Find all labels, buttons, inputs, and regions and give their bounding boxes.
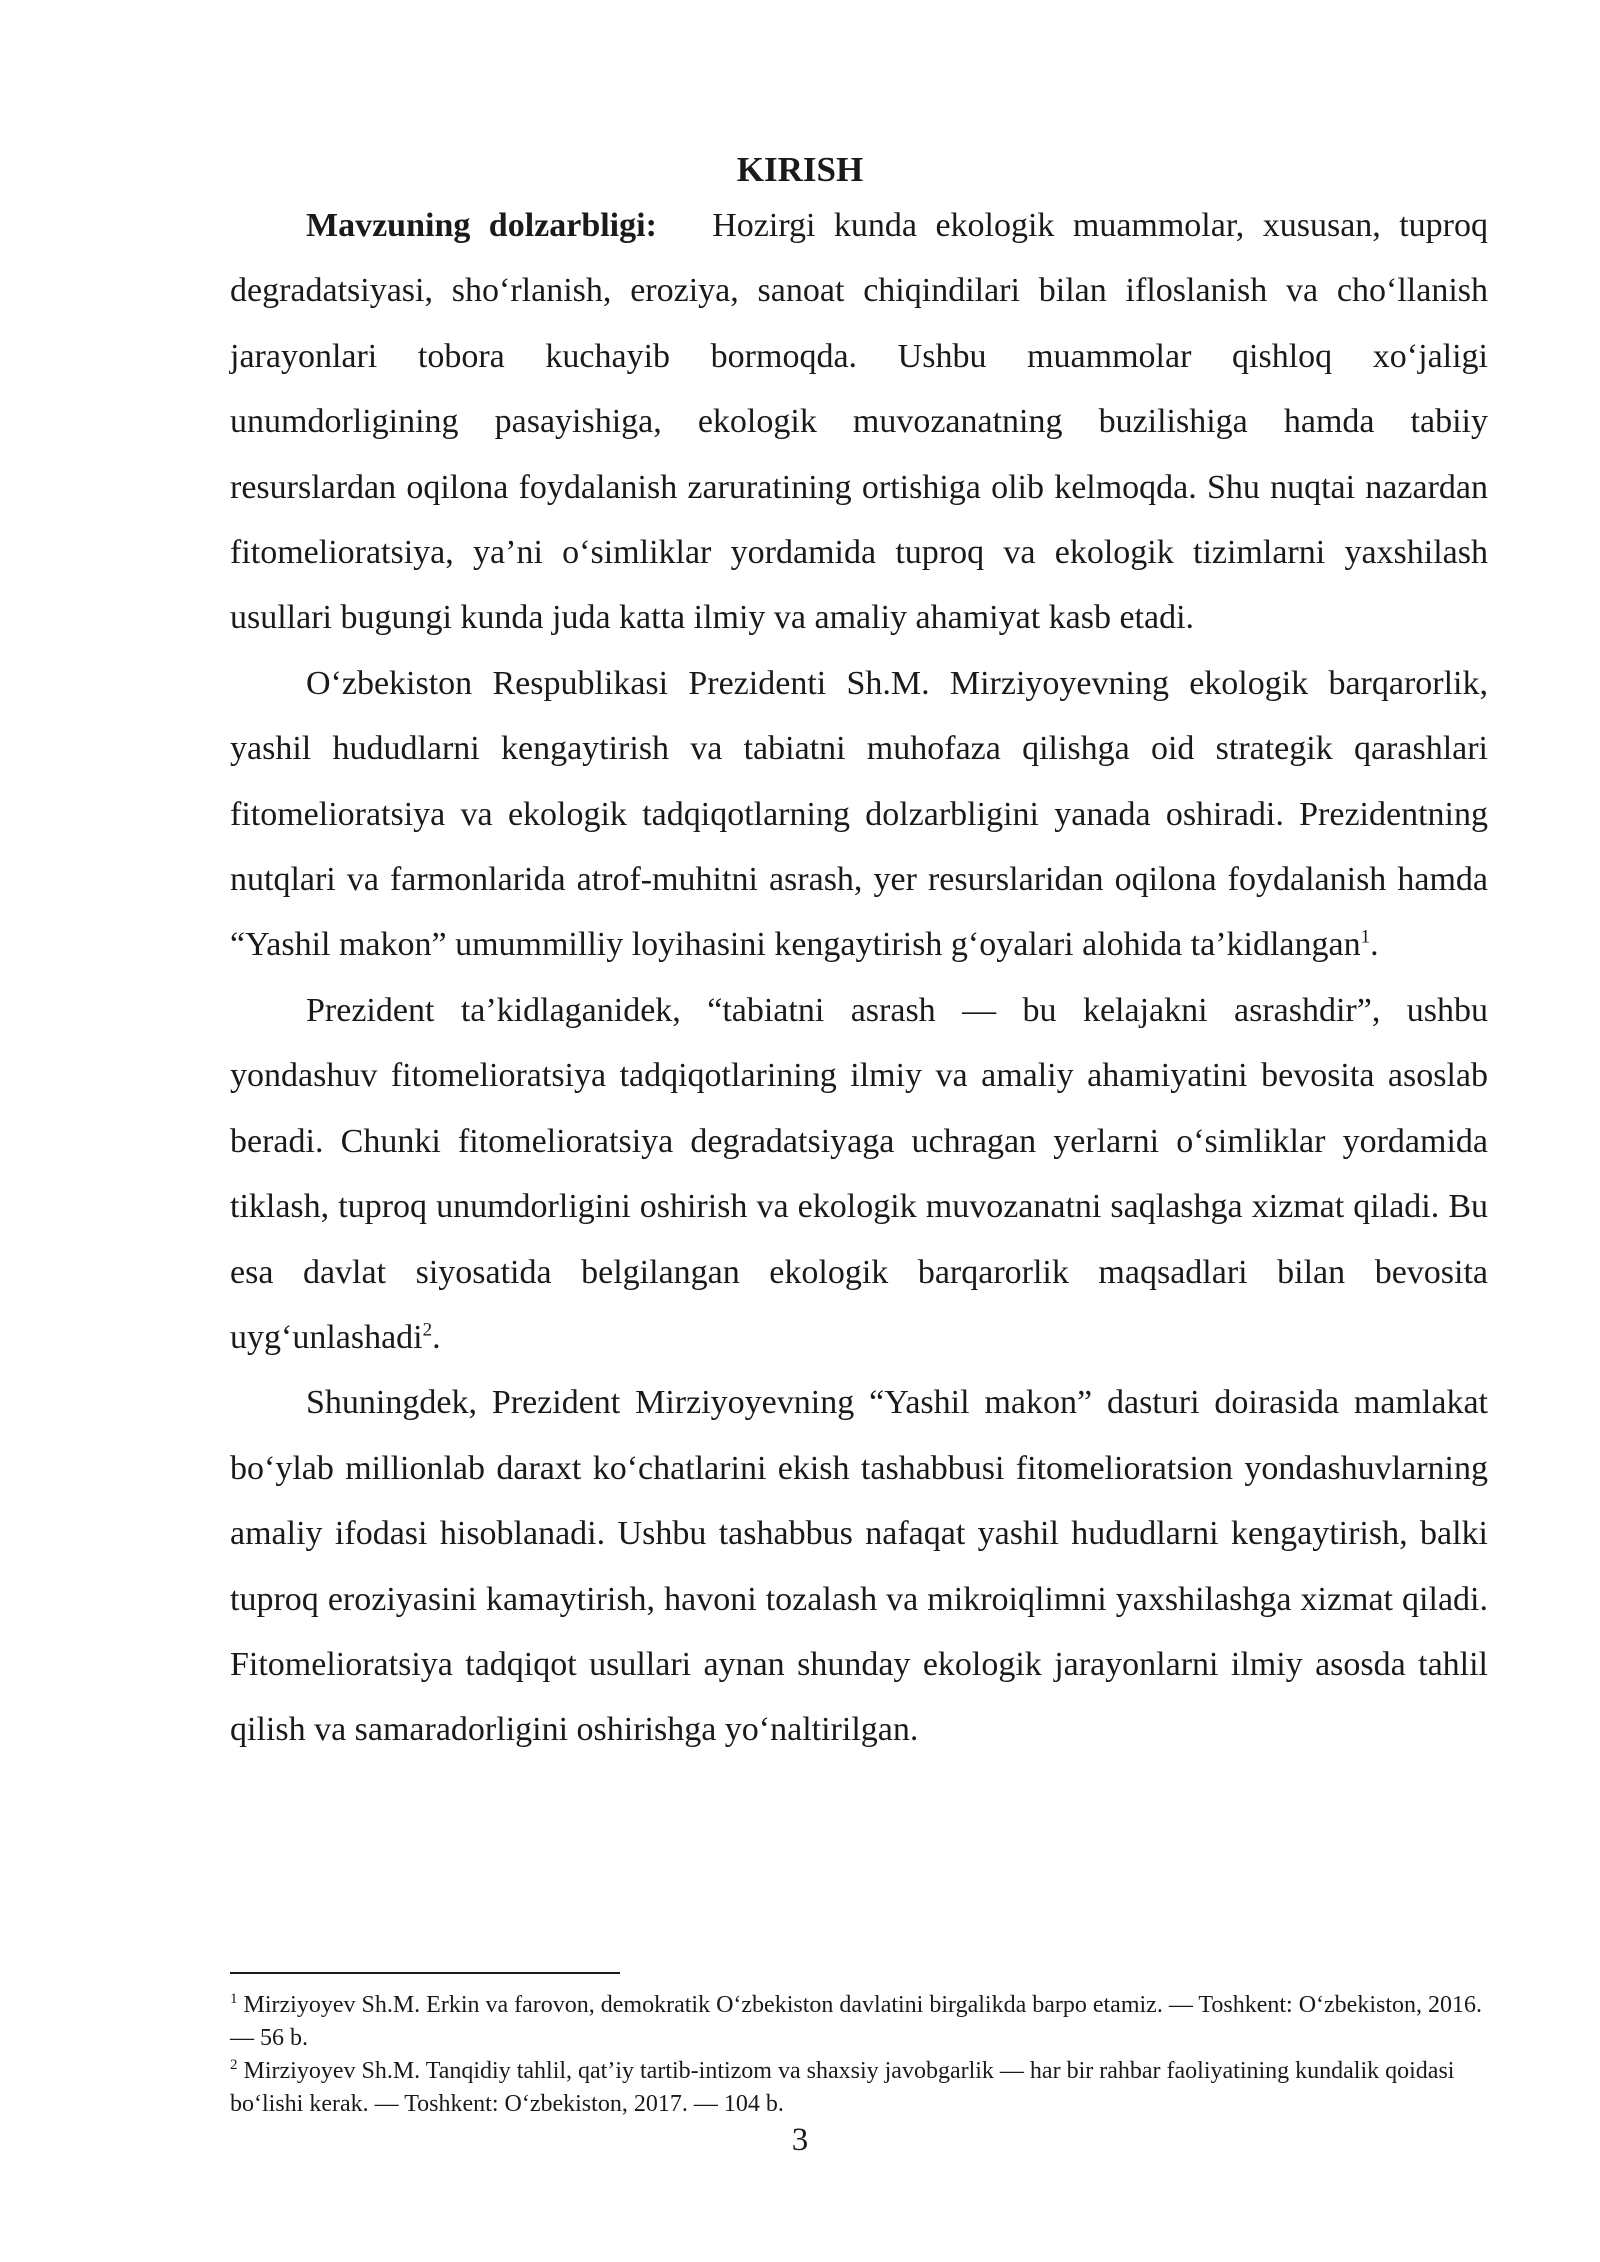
paragraph-2-tail: . (1370, 926, 1379, 964)
footnote-1-number: 1 (230, 1991, 238, 2007)
footnotes (230, 1989, 1488, 2121)
paragraph-2 (230, 651, 1488, 978)
page-number: 3 (791, 2122, 809, 2158)
footnote-separator (230, 1972, 620, 1974)
footnote-1 (230, 1989, 1488, 2055)
footnote-ref-1[interactable]: 1 (1360, 927, 1371, 949)
paragraph-1 (230, 193, 1488, 651)
paragraph-4-text: Shuningdek, Prezident Mirziyoyevning “Yashil makon” dasturi doirasida mamlakat bo‘ylab millionlab daraxt ko‘chatlarini ekish tashabbusi fitomelioratsion yondashuvlarning amaliy ifodasi hisoblanadi. Ushbu tashabbus nafaqat yashil hududlarni kengaytirish, balki tuproq eroziyasini kamaytirish, havoni tozalash va mikroiqlimni yaxshilashga xizmat qiladi. Fitomelioratsiya tadqiqot usullari aynan shunday ekologik jarayonlarni ilmiy asosda tahlil qilish va samaradorligini oshirishga yo‘naltirilgan. (230, 1384, 1488, 1749)
paragraph-4 (230, 1370, 1488, 1762)
footnote-2 (230, 2055, 1488, 2121)
footnote-ref-2[interactable]: 2 (422, 1319, 433, 1341)
body-text (230, 193, 1488, 1763)
lead-in: Mavzuning dolzarbligi: (306, 207, 657, 244)
paragraph-1-text: Hozirgi kunda ekologik muammolar, xususan, tuproq degradatsiyasi, sho‘rlanish, eroziya, sanoat chiqindilari bilan ifloslanish va cho‘llanish jarayonlari tobora kuchayib bormoqda. Ushbu muammolar qishloq xo‘jaligi unumdorligining pasayishiga, ekologik muvozanatning buzilishiga hamda tabiiy resurslardan oqilona foydalanish zaruratining ortishiga olib kelmoqda. Shu nuqtai nazardan fitomelioratsiya, ya’ni o‘simliklar yordamida tuproq va ekologik tizimlarni yaxshilash usullari bugungi kunda juda katta ilmiy va amaliy ahamiyat kasb etadi. (230, 207, 1488, 637)
paragraph-3-text: Prezident ta’kidlaganidek, “tabiatni asrash — bu kelajakni asrashdir”, ushbu yondashuv fitomelioratsiya tadqiqotlarining ilmiy va amaliy ahamiyatini bevosita asoslab beradi. Chunki fitomelioratsiya degradatsiyaga uchragan yerlarni o‘simliklar yordamida tiklash, tuproq unumdorligini oshirish va ekologik muvozanatni saqlashga xizmat qiladi. Bu esa davlat siyosatida belgilangan ekologik barqarorlik maqsadlari bilan bevosita uyg‘unlashadi (230, 991, 1488, 1356)
section-title: KIRISH (736, 150, 864, 189)
paragraph-3 (230, 978, 1488, 1370)
footnote-2-number: 2 (230, 2057, 238, 2073)
paragraph-3-tail: . (432, 1318, 441, 1356)
footnote-1-text: Mirziyoyev Sh.M. Erkin va farovon, demokratik O‘zbekiston davlatini birgalikda barpo etamiz. — Toshkent: O‘zbekiston, 2016. — 56 b. (230, 1992, 1483, 2051)
footnote-2-text: Mirziyoyev Sh.M. Tanqidiy tahlil, qat’iy tartib-intizom va shaxsiy javobgarlik — har bir rahbar faoliyatining kundalik qoidasi bo‘lishi kerak. — Toshkent: O‘zbekiston, 2017. — 104 b. (230, 2058, 1455, 2117)
paragraph-2-text: O‘zbekiston Respublikasi Prezidenti Sh.M. Mirziyoyevning ekologik barqarorlik, yashil hududlarni kengaytirish va tabiatni muhofaza qilishga oid strategik qarashlari fitomelioratsiya va ekologik tadqiqotlarning dolzarbligini yanada oshiradi. Prezidentning nutqlari va farmonlarida atrof-muhitni asrash, yer resurslaridan oqilona foydalanish hamda “Yashil makon” umummilliy loyihasini kengaytirish g‘oyalari alohida ta’kidlangan (230, 664, 1488, 964)
